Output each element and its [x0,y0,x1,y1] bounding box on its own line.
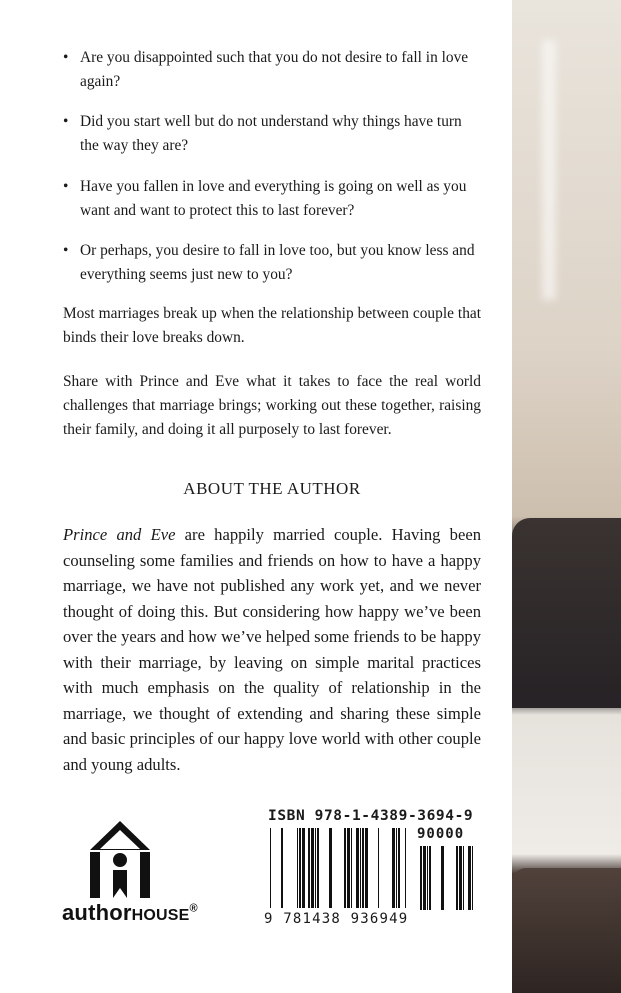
bullet: • [63,178,69,195]
barcode-bar [270,828,271,908]
barcode-bar [441,846,444,910]
barcode-bar [351,828,352,908]
barcode-bar [329,828,332,908]
question-text: Did you start well but do not understand why things have turn the way they are? [80,113,462,154]
question-text: Or perhaps, you desire to fall in love too, but you know less and everything seems just new to you? [80,242,475,283]
light-beam [542,40,556,300]
barcode-bar [299,828,301,908]
marriage-paragraph: Most marriages break up when the relationship between couple that binds their love breaks down. [63,305,481,346]
barcode-bar [344,828,346,908]
share-paragraph: Share with Prince and Eve what it takes to face the real world challenges that marriage brings; working out these together, raising their family, and doing it all purposely to last forever. [63,373,481,438]
barcode-bar [420,846,422,910]
bullet: • [63,242,69,259]
barcode-bar [463,846,464,910]
bullet: • [63,49,69,66]
barcode-bar [392,828,395,908]
barcode-bar [317,828,319,908]
isbn-text: ISBN 978-1-4389-3694-9 [268,808,474,824]
price-code: 90000 [417,826,465,842]
barcode-bar [311,828,314,908]
question-item [63,239,483,287]
barcode-bar [459,846,462,910]
about-author-heading: ABOUT THE AUTHOR [183,479,361,498]
author-names: Prince and Eve [63,525,176,544]
barcode-bar [302,828,305,908]
cover-photo-strip [512,0,621,993]
barcode-bar [281,828,283,908]
publisher-name-caps: HOUSE [131,907,190,924]
barcode-bar [468,846,471,910]
barcode-bar [423,846,426,910]
barcode-bar [360,828,361,908]
author-bio: are happily married couple. Having been counseling some families and friends on how to have a happy marriage, we have not published any work yet, and we never thought of doing this. But considering how happy we’ve been over the years and how we’ve helped some friends to be happy with their marriage, by leaving on simple marital practices with much emphasis on the quality of relationship in the marriage, we thought of extending and sharing these simple and basic principles of our happy love world with other couple and young adults. [63,525,481,774]
barcode-bar [365,828,368,908]
barcode-bar [315,828,316,908]
chair-shape [512,868,621,993]
barcode-bar [308,828,310,908]
question-text: Have you fallen in love and everything is going on well as you want and want to protect this to last forever? [80,178,467,219]
registered-mark: ® [189,902,198,915]
about-author-text [63,522,481,777]
publisher-name-main: author [62,900,132,925]
publisher-wordmark [62,900,198,926]
price-barcode [418,846,476,916]
barcode-bar [347,828,350,908]
barcode-bar [456,846,458,910]
barcode-bar [396,828,397,908]
barcode-bar [427,846,428,910]
bullet: • [63,113,69,130]
barcode-bar [362,828,364,908]
question-item [63,110,483,158]
barcode-bar [429,846,431,910]
barcode-bar [378,828,379,908]
barcode-bar [297,828,298,908]
barcode-bar [398,828,400,908]
barcode-bar [356,828,359,908]
ean-digits: 9 781438 936949 [264,911,409,927]
barcode-bar [472,846,473,910]
barcode-bar [405,828,406,908]
isbn-barcode [270,828,408,914]
question-text: Are you disappointed such that you do not desire to fall in love again? [80,49,469,90]
sofa-shape [512,518,621,708]
question-item [63,175,483,223]
question-item [63,46,483,94]
